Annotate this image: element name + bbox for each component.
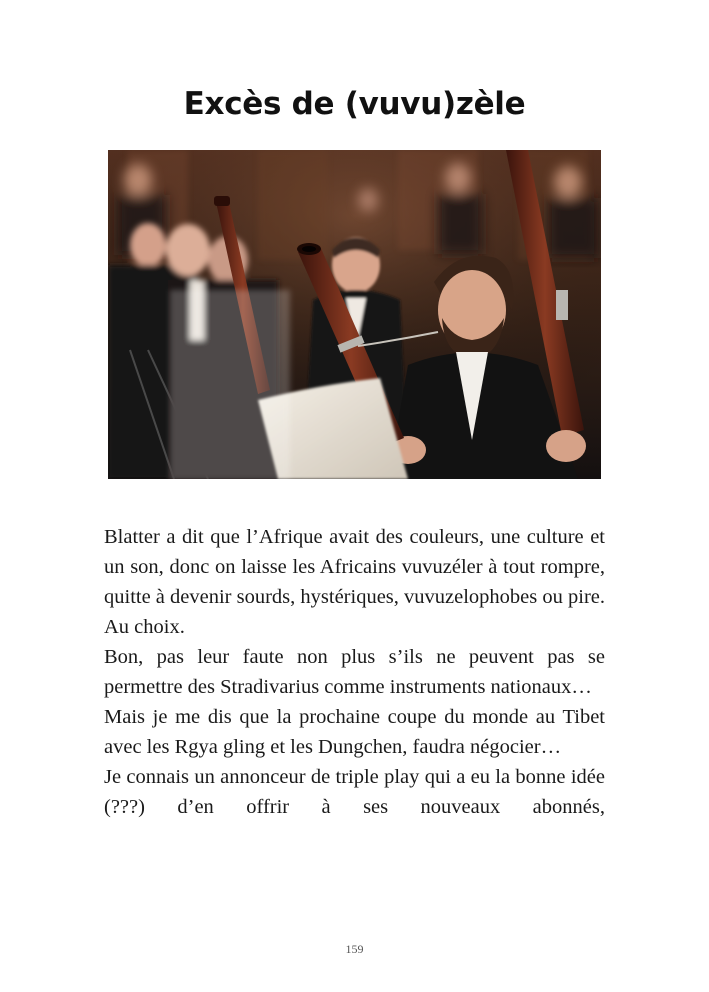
paragraph: Je connais un annonceur de triple play qui a eu la bonne idée (???) d’en offrir à ses nouveaux abonnés,	[104, 766, 605, 818]
chapter-title: Excès de (vuvu)zèle	[183, 86, 526, 122]
paragraph: Au choix.	[104, 616, 185, 638]
page-number: 159	[345, 942, 364, 956]
body-text	[104, 522, 605, 822]
paragraph: Bon, pas leur faute non plus s’ils ne peuvent pas se permettre des Stradivarius comme instruments nationaux…	[104, 646, 605, 698]
orchestra-bassoon-photo	[108, 150, 601, 479]
paragraph: Mais je me dis que la prochaine coupe du monde au Tibet avec les Rgya gling et les Dungchen, faudra négocier…	[104, 706, 605, 758]
paragraph: Blatter a dit que l’Afrique avait des couleurs, une culture et un son, donc on laisse les Africains vuvuzéler à tout rompre, quitte à devenir sourds, hystériques, vuvuzelophobes ou pire.	[104, 526, 605, 608]
